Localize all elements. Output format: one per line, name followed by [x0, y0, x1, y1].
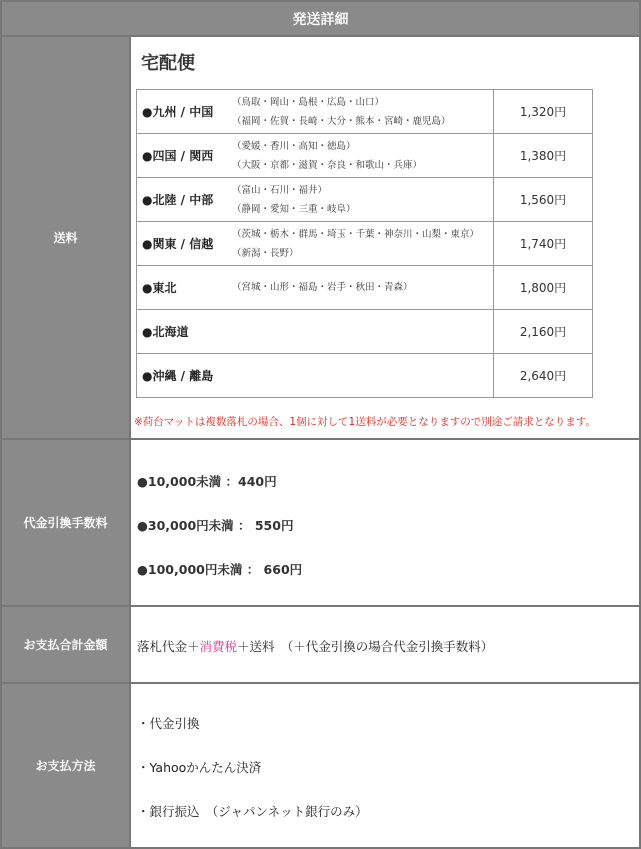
table-row [137, 178, 593, 222]
shipping-note: ※荷台マットは複数落札の場合、1個に対して1送料が必要となりますので別途ご請求となります。 [134, 416, 596, 428]
region-name: ●沖縄 / 離島 [142, 369, 214, 383]
prefecture-list: （宮城・山形・福島・岩手・秋田・青森） [232, 282, 413, 293]
table-row [137, 134, 593, 178]
region-name: ●北海道 [142, 325, 189, 339]
shipping-method-title: 宅配便 [141, 53, 195, 74]
prefecture-list: （大阪・京都・滋賀・奈良・和歌山・兵庫） [232, 159, 423, 171]
payment-method: ・代金引換 [137, 716, 200, 731]
cod-fee-row [2, 440, 639, 605]
total-formula-part: 落札代金＋ [137, 639, 200, 654]
prefecture-list: （富山・石川・福井） [232, 184, 328, 196]
shipping-content [131, 37, 639, 438]
shipping-price: 1,320円 [494, 90, 593, 134]
shipping-rate-table [136, 89, 593, 398]
payment-label: お支払方法 [2, 684, 131, 847]
table-row [137, 310, 593, 354]
payment-content [131, 684, 639, 847]
cod-fee-item: ●10,000未満 ：440円 [137, 474, 277, 489]
shipping-price: 2,160円 [494, 310, 593, 354]
consumption-tax-text: 消費税 [199, 639, 238, 654]
shipping-price: 2,640円 [494, 354, 593, 398]
shipping-price: 1,740円 [494, 222, 593, 266]
table-row [137, 222, 593, 266]
total-row [2, 607, 639, 682]
prefecture-list: （愛媛・香川・高知・徳島） [232, 140, 356, 152]
region-name: ●東北 [142, 281, 177, 295]
table-row [137, 354, 593, 398]
total-label: お支払合計金額 [2, 607, 131, 682]
cod-fee-item: ●100,000円未満 ： 660円 [137, 562, 303, 577]
table-row [137, 266, 593, 310]
total-content [131, 607, 639, 682]
prefecture-list: （静岡・愛知・三重・岐阜） [232, 203, 356, 215]
shipping-row [2, 37, 639, 438]
region-name: ●四国 / 関西 [142, 149, 214, 163]
cod-fee-label: 代金引換手数料 [2, 440, 131, 605]
region-name: ●関東 / 信越 [142, 237, 214, 251]
shipping-price: 1,560円 [494, 178, 593, 222]
payment-row [2, 684, 639, 847]
panel-title: 発送詳細 [2, 2, 639, 37]
prefecture-list: （鳥取・岡山・島根・広島・山口） [232, 96, 385, 108]
shipping-price: 1,380円 [494, 134, 593, 178]
total-formula [137, 637, 493, 655]
payment-method: ・Yahooかんたん決済 [137, 760, 262, 775]
prefecture-list: （福岡・佐賀・長崎・大分・熊本・宮崎・鹿児島） [232, 115, 451, 127]
prefecture-list: （新潟・長野） [232, 247, 299, 259]
cod-fee-content [131, 440, 639, 605]
shipping-price: 1,800円 [494, 266, 593, 310]
payment-method: ・銀行振込 （ジャパンネット銀行のみ） [137, 804, 368, 819]
total-formula-part: ＋送料 （＋代金引換の場合代金引換手数料） [237, 639, 494, 654]
cod-fee-item: ●30,000円未満 ： 550円 [137, 518, 294, 533]
region-name: ●北陸 / 中部 [142, 193, 214, 207]
region-name: ●九州 / 中国 [142, 105, 214, 119]
prefecture-list: （茨城・栃木・群馬・埼玉・千葉・神奈川・山梨・東京） [232, 228, 480, 240]
table-row [137, 90, 593, 134]
shipping-label: 送料 [2, 37, 131, 438]
